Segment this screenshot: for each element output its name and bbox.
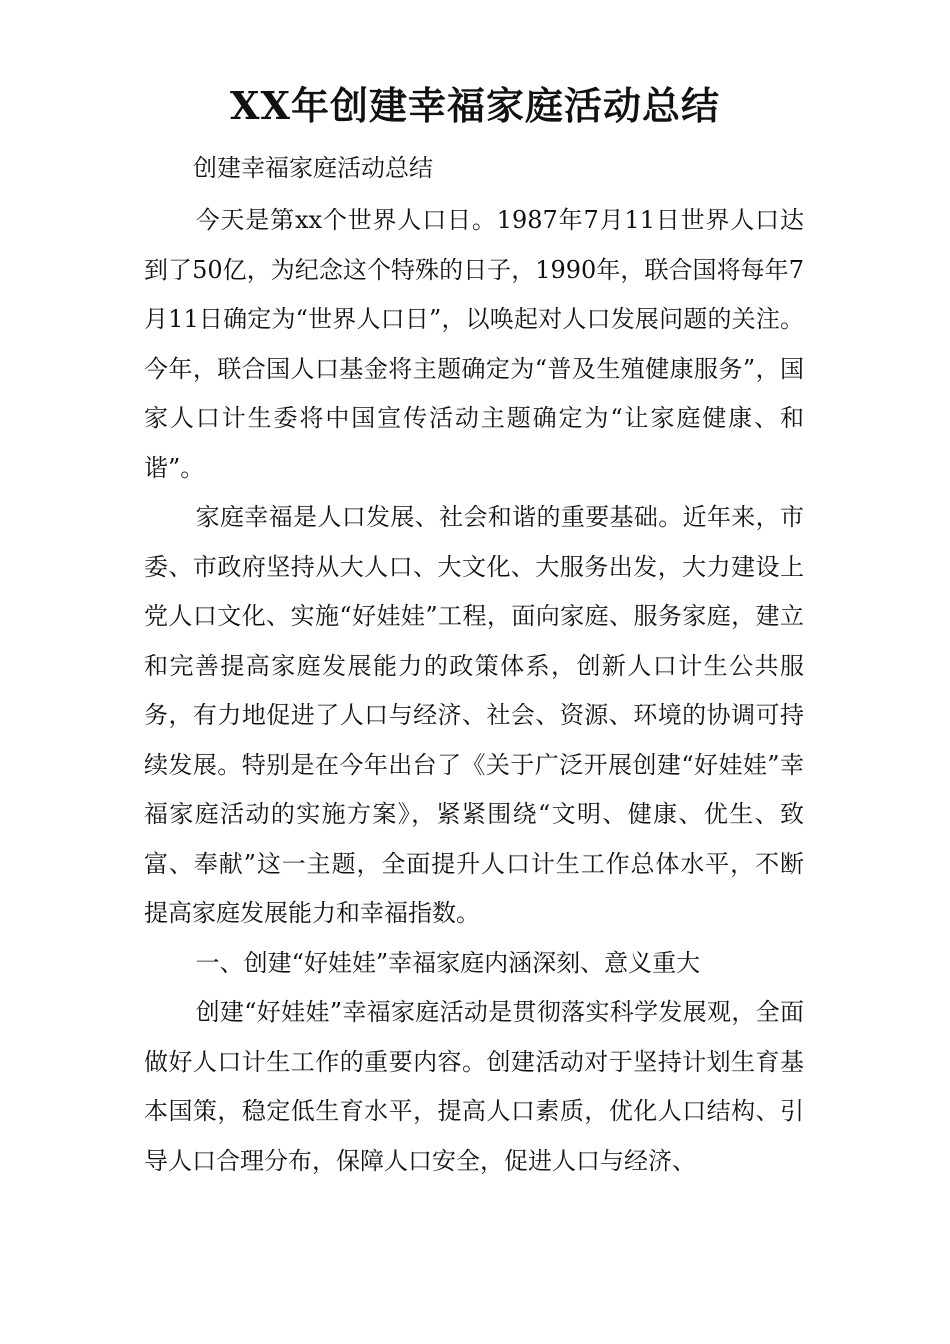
paragraph-world-population-day: 今天是第xx个世界人口日。1987年7月11日世界人口达到了50亿，为纪念这个特殊的日子，1990年，联合国将每年7月11日确定为“世界人口日”，以唤起对人口发展问题的关注。今年，联合国人口基金将主题确定为“普及生殖健康服务”，国家人口计生委将中国宣传活动主题确定为“让家庭健康、和谐”。 — [144, 206, 804, 482]
paragraph-family-happiness: 家庭幸福是人口发展、社会和谐的重要基础。近年来，市委、市政府坚持从大人口、大文化、大服务出发，大力建设上党人口文化、实施“好娃娃”工程，面向家庭、服务家庭，建立和完善提高家庭发展能力的政策体系，创新人口计生公共服务，有力地促进了人口与经济、社会、资源、环境的协调可持续发展。特别是在今年出台了《关于广泛开展创建“好娃娃”幸福家庭活动的实施方案》，紧紧围绕“文明、健康、优生、致富、奉献”这一主题，全面提升人口计生工作总体水平，不断提高家庭发展能力和幸福指数。 — [144, 503, 804, 927]
paragraph-section-one: 创建“好娃娃”幸福家庭活动是贯彻落实科学发展观，全面做好人口计生工作的重要内容。创建活动对于坚持计划生育基本国策，稳定低生育水平，提高人口素质，优化人口结构、引导人口合理分布，保障人口安全，促进人口与经济、 — [144, 998, 804, 1175]
document-subtitle: 创建幸福家庭活动总结 — [193, 154, 433, 182]
document-body — [144, 196, 804, 1186]
document-title: XX年创建幸福家庭活动总结 — [230, 83, 720, 128]
section-heading: 一、创建“好娃娃”幸福家庭内涵深刻、意义重大 — [195, 948, 701, 977]
